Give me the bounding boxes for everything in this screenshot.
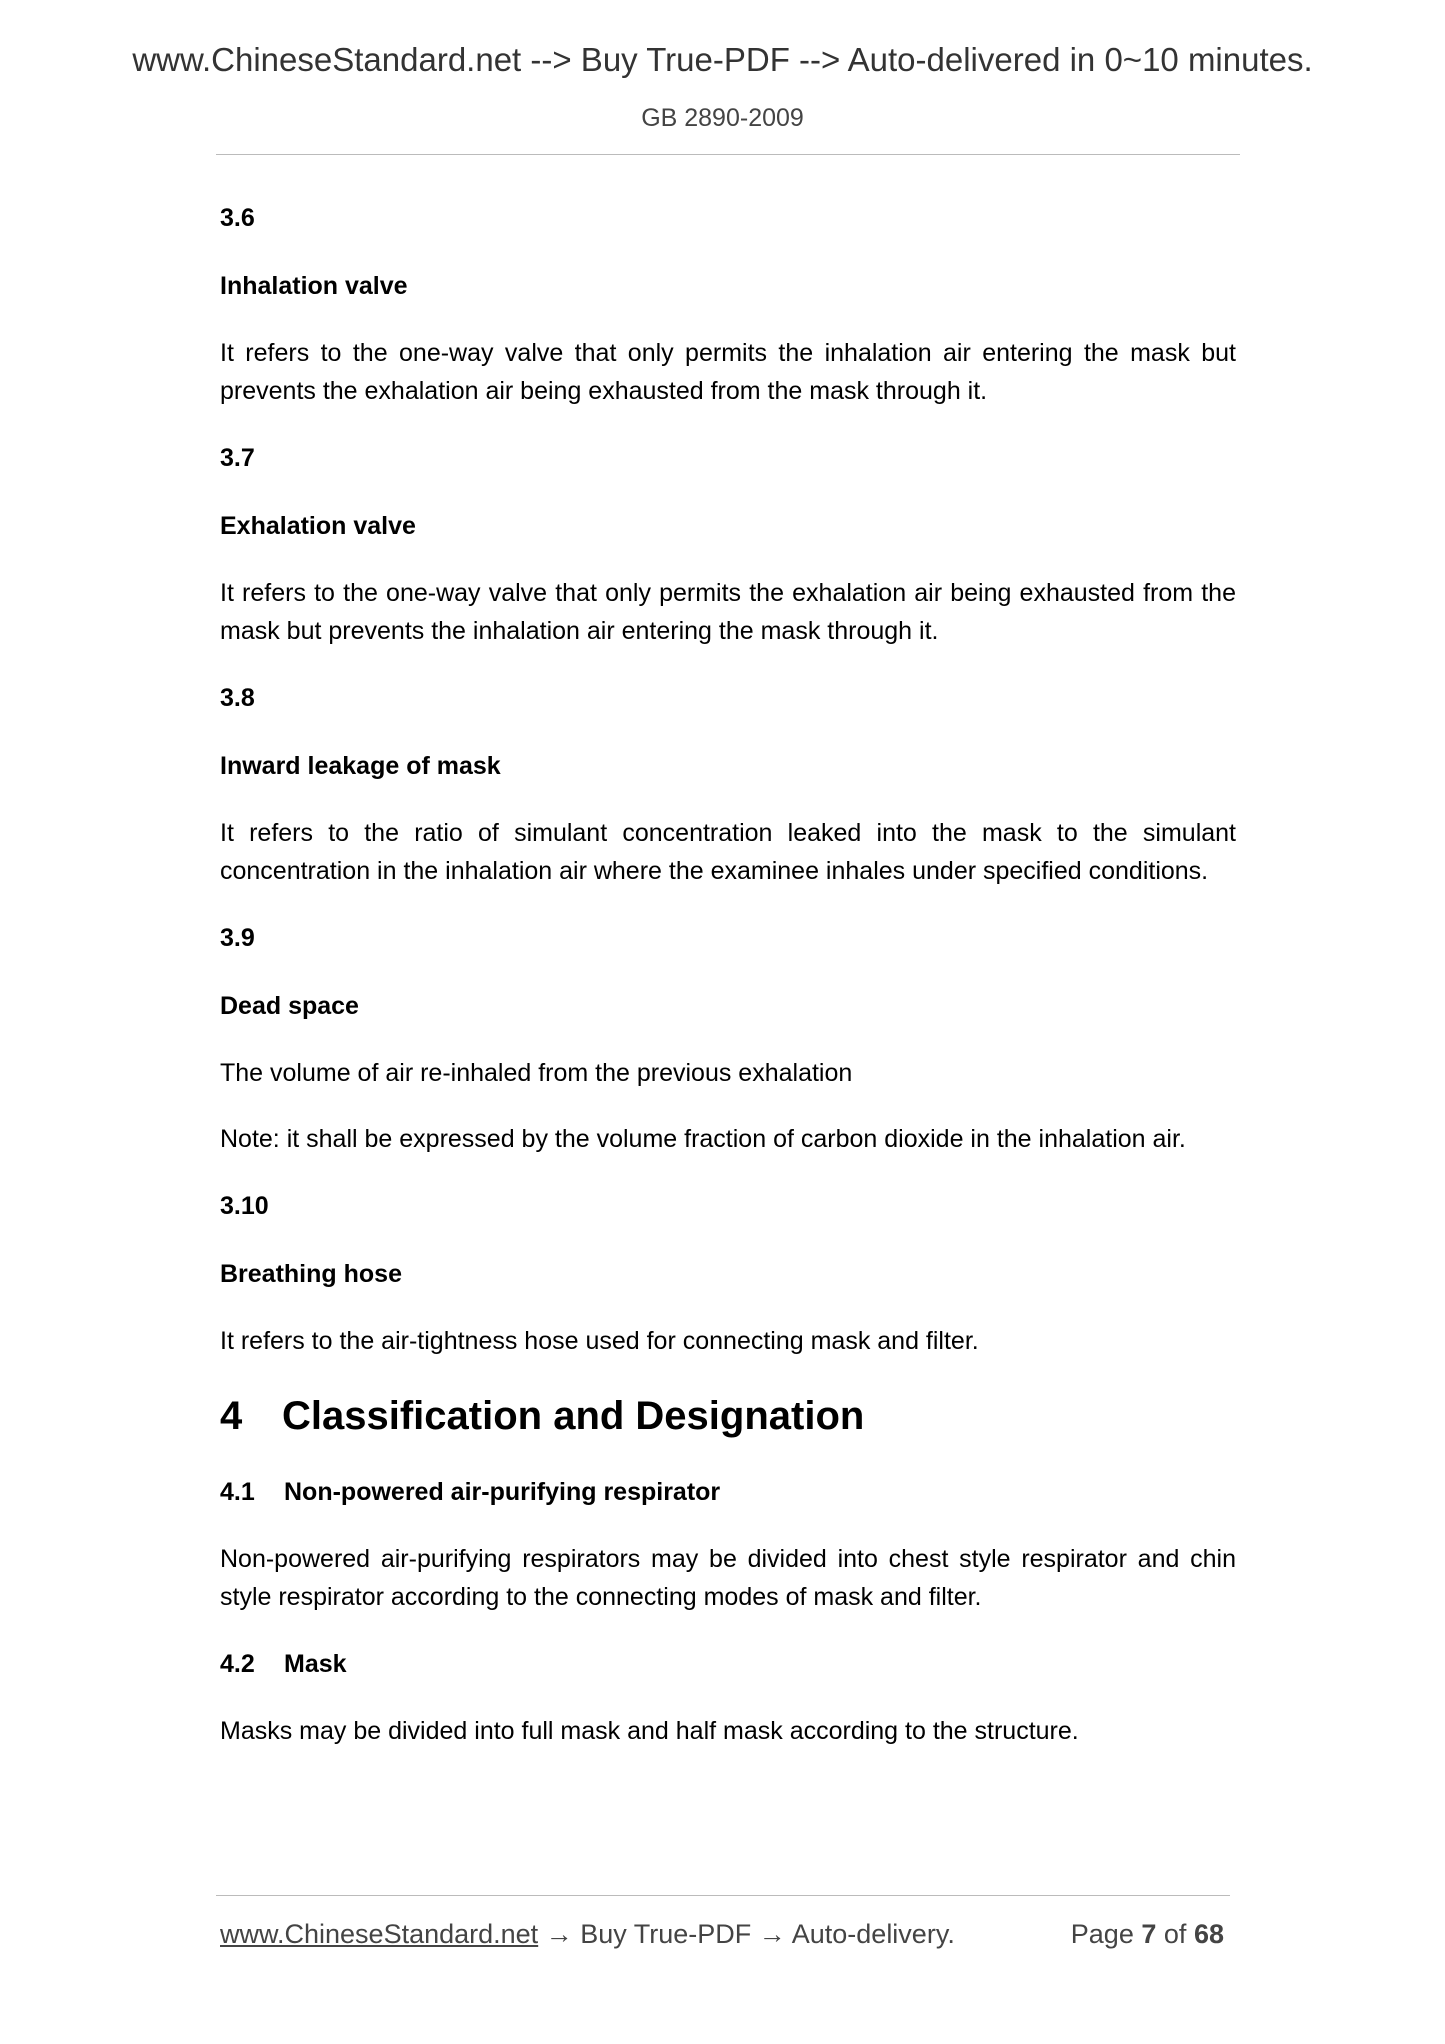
of-label: of: [1163, 1919, 1187, 1949]
footer-divider: [216, 1895, 1230, 1896]
subclause-number: 4.1: [220, 1478, 255, 1506]
chapter-number: 4: [220, 1394, 243, 1438]
chapter-title: Classification and Designation: [282, 1394, 865, 1438]
term-title: Exhalation valve: [220, 512, 416, 540]
subclause-text: Non-powered air-purifying respirators may be divided into chest style respirator and chin style respirator according to the connecting modes of mask and filter.: [220, 1545, 1236, 1611]
footer-link[interactable]: www.ChineseStandard.net: [220, 1919, 539, 1949]
header-divider: [216, 154, 1240, 155]
term-title: Inward leakage of mask: [220, 752, 501, 780]
subclause-number: 4.2: [220, 1650, 255, 1678]
term-title: Inhalation valve: [220, 272, 408, 300]
subclause-title: Non-powered air-purifying respirator: [284, 1478, 721, 1506]
standard-code: GB 2890-2009: [641, 104, 804, 132]
clause-number: 3.10: [220, 1192, 269, 1220]
page-current: 7: [1141, 1919, 1157, 1949]
page-label: Page: [1070, 1919, 1134, 1949]
page-total: 68: [1193, 1919, 1224, 1949]
term-definition: It refers to the one-way valve that only permits the inhalation air entering the mask but prevents the exhalation air being exhausted from the mask through it.: [220, 339, 1236, 405]
subclause-heading: [220, 1472, 1236, 1512]
clause-number: 3.6: [220, 204, 255, 232]
term-definition: It refers to the ratio of simulant concentration leaked into the mask to the simulant concentration in the inhalation air where the examinee inhales under specified conditions.: [220, 819, 1236, 885]
term-title: Dead space: [220, 992, 359, 1020]
term-definition: It refers to the air-tightness hose used for connecting mask and filter.: [220, 1327, 979, 1355]
document-body: [220, 198, 1236, 1778]
page-footer: [220, 1916, 1230, 1952]
footer-tagline: → Buy True-PDF → Auto-delivery.: [538, 1919, 955, 1949]
term-definition: The volume of air re-inhaled from the previous exhalation: [220, 1059, 853, 1087]
clause-number: 3.9: [220, 924, 255, 952]
subclause-title: Mask: [284, 1650, 347, 1678]
subclause-text: Masks may be divided into full mask and half mask according to the structure.: [220, 1717, 1079, 1745]
subclause-heading: [220, 1644, 1236, 1684]
chapter-heading: [220, 1388, 1236, 1444]
term-definition: It refers to the one-way valve that only permits the exhalation air being exhausted from the mask but prevents the inhalation air entering the mask through it.: [220, 579, 1236, 645]
term-note: Note: it shall be expressed by the volume fraction of carbon dioxide in the inhalation air.: [220, 1125, 1186, 1153]
clause-number: 3.8: [220, 684, 255, 712]
top-banner: www.ChineseStandard.net --> Buy True-PDF --> Auto-delivered in 0~10 minutes.: [132, 41, 1313, 78]
term-title: Breathing hose: [220, 1260, 402, 1288]
clause-number: 3.7: [220, 444, 255, 472]
page-indicator: [1071, 1916, 1224, 1952]
